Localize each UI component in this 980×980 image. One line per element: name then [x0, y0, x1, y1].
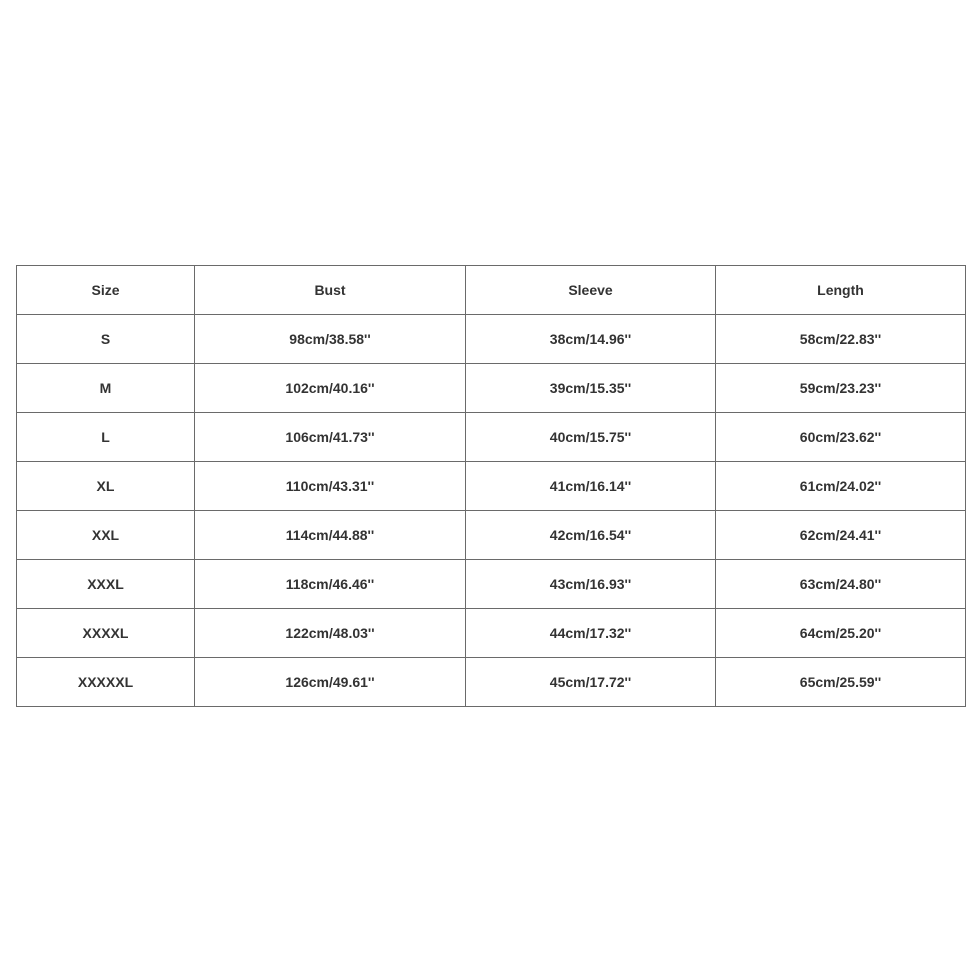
length-cell: 63cm/24.80'' [716, 560, 966, 609]
bust-cell: 114cm/44.88'' [195, 511, 466, 560]
sleeve-cell: 43cm/16.93'' [466, 560, 716, 609]
sleeve-cell: 45cm/17.72'' [466, 658, 716, 707]
size-chart-table [16, 265, 966, 707]
bust-cell: 126cm/49.61'' [195, 658, 466, 707]
length-cell: 61cm/24.02'' [716, 462, 966, 511]
bust-cell: 122cm/48.03'' [195, 609, 466, 658]
sleeve-cell: 42cm/16.54'' [466, 511, 716, 560]
sleeve-cell: 44cm/17.32'' [466, 609, 716, 658]
header-length: Length [716, 266, 966, 315]
bust-cell: 106cm/41.73'' [195, 413, 466, 462]
sleeve-cell: 39cm/15.35'' [466, 364, 716, 413]
size-cell: XXXXL [17, 609, 195, 658]
size-cell: L [17, 413, 195, 462]
length-cell: 62cm/24.41'' [716, 511, 966, 560]
length-cell: 60cm/23.62'' [716, 413, 966, 462]
sleeve-cell: 38cm/14.96'' [466, 315, 716, 364]
bust-cell: 118cm/46.46'' [195, 560, 466, 609]
table-row [17, 413, 966, 462]
table-row [17, 511, 966, 560]
size-cell: XXL [17, 511, 195, 560]
size-cell: XXXXXL [17, 658, 195, 707]
length-cell: 64cm/25.20'' [716, 609, 966, 658]
table-row [17, 658, 966, 707]
size-cell: S [17, 315, 195, 364]
size-cell: M [17, 364, 195, 413]
table-row [17, 364, 966, 413]
table-row [17, 560, 966, 609]
length-cell: 65cm/25.59'' [716, 658, 966, 707]
table-row [17, 462, 966, 511]
bust-cell: 110cm/43.31'' [195, 462, 466, 511]
sleeve-cell: 40cm/15.75'' [466, 413, 716, 462]
header-sleeve: Sleeve [466, 266, 716, 315]
header-bust: Bust [195, 266, 466, 315]
header-size: Size [17, 266, 195, 315]
length-cell: 59cm/23.23'' [716, 364, 966, 413]
length-cell: 58cm/22.83'' [716, 315, 966, 364]
bust-cell: 102cm/40.16'' [195, 364, 466, 413]
sleeve-cell: 41cm/16.14'' [466, 462, 716, 511]
size-cell: XL [17, 462, 195, 511]
table-header-row [17, 266, 966, 315]
table-row [17, 315, 966, 364]
bust-cell: 98cm/38.58'' [195, 315, 466, 364]
size-cell: XXXL [17, 560, 195, 609]
table-row [17, 609, 966, 658]
